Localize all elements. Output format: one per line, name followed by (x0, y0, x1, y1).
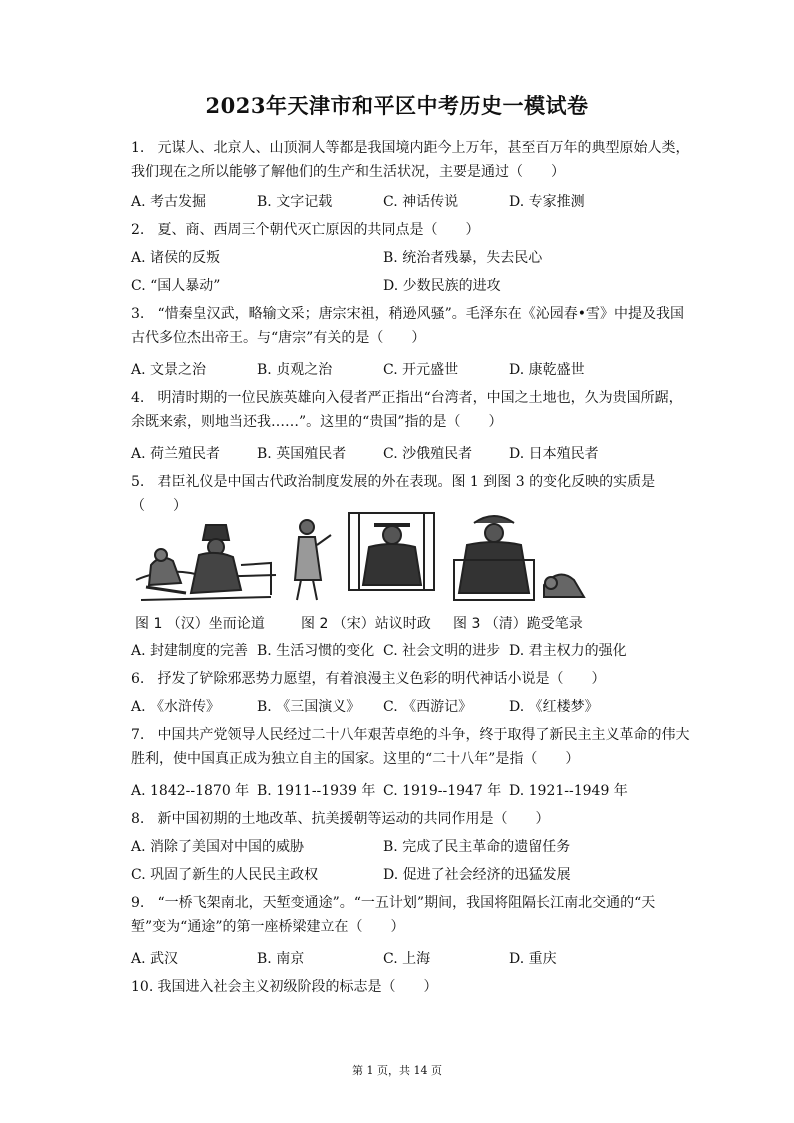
option-c[interactable]: C. 神话传说 (383, 194, 459, 210)
option-c[interactable]: C. 沙俄殖民者 (383, 446, 473, 462)
option-a[interactable]: A. 消除了美国对中国的威胁 (131, 839, 305, 855)
question-text: 君臣礼仪是中国古代政治制度发展的外在表现。图 1 到图 3 的变化反映的实质是（ ） (131, 474, 656, 514)
figure-3-illustration (449, 505, 589, 610)
question-number: 6. (131, 671, 145, 687)
question-text: 堑”变为“通途”的第一座桥梁建立在（ ） (131, 919, 405, 935)
option-c[interactable]: C. 开元盛世 (383, 362, 459, 378)
option-a[interactable]: A. 诸侯的反叛 (131, 250, 221, 266)
option-d[interactable]: D. 1921--1949 年 (509, 783, 628, 799)
options-1 (131, 190, 691, 214)
option-a[interactable]: A. 封建制度的完善 (131, 643, 249, 659)
option-b[interactable]: B. 文字记载 (257, 194, 333, 210)
question-10 (131, 975, 691, 999)
option-d[interactable]: D. 专家推测 (509, 194, 585, 210)
option-b[interactable]: B. 生活习惯的变化 (257, 643, 375, 659)
question-text: 我们现在之所以能够了解他们的生产和生活状况，主要是通过（ ） (131, 164, 565, 180)
question-text: 中国共产党领导人民经过二十八年艰苦卓绝的斗争，终于取得了新民主主义革命的伟大 (157, 727, 690, 743)
options-8a (131, 835, 691, 859)
question-text: “惜秦皇汉武，略输文采；唐宗宋祖，稍逊风骚”。毛泽东在《沁园春•雪》中提及我国 (157, 306, 685, 322)
option-d[interactable]: D. 促进了社会经济的迅猛发展 (383, 867, 571, 883)
options-6 (131, 695, 691, 719)
question-text: 明清时期的一位民族英雄向入侵者严正指出“台湾者，中国之土地也，久为贵国所踞， (157, 390, 683, 406)
question-number: 8. (131, 811, 145, 827)
options-8b (131, 863, 691, 887)
options-2b (131, 274, 691, 298)
option-b[interactable]: B. 南京 (257, 951, 305, 967)
option-c[interactable]: C. 上海 (383, 951, 431, 967)
option-c[interactable]: C. 《西游记》 (383, 699, 473, 715)
figure-1-illustration (131, 505, 281, 610)
options-3 (131, 358, 691, 382)
option-d[interactable]: D. 少数民族的进攻 (383, 278, 501, 294)
option-c[interactable]: C. 1919--1947 年 (383, 783, 502, 799)
option-b[interactable]: B. 完成了民主革命的遗留任务 (383, 839, 571, 855)
option-a[interactable]: A. 武汉 (131, 951, 179, 967)
option-d[interactable]: D. 日本殖民者 (509, 446, 599, 462)
question-text: 古代多位杰出帝王。与“唐宗”有关的是（ ） (131, 330, 426, 346)
question-number: 9. (131, 895, 145, 911)
option-b[interactable]: B. 1911--1939 年 (257, 783, 376, 799)
option-c[interactable]: C. “国人暴动” (131, 278, 221, 294)
option-b[interactable]: B. 《三国演义》 (257, 699, 361, 715)
options-7 (131, 779, 691, 803)
question-text: 抒发了铲除邪恶势力愿望，有着浪漫主义色彩的明代神话小说是（ ） (157, 671, 606, 687)
option-a[interactable]: A. 《水浒传》 (131, 699, 221, 715)
question-9 (131, 891, 691, 939)
question-3 (131, 302, 691, 350)
page-title: 2023年天津市和平区中考历史一模试卷 (205, 93, 589, 118)
option-c[interactable]: C. 巩固了新生的人民民主政权 (131, 867, 319, 883)
question-text: 元谋人、北京人、山顶洞人等都是我国境内距今上万年，甚至百万年的典型原始人类， (157, 140, 690, 156)
figure-3-caption: 图 3 （清）跪受笔录 (453, 616, 583, 632)
question-number: 1. (131, 140, 145, 156)
question-8 (131, 807, 691, 831)
question-text: 夏、商、西周三个朝代灭亡原因的共同点是（ ） (157, 222, 480, 238)
page-footer: 第 1 页，共 14 页 (352, 1064, 442, 1077)
figure-1-caption: 图 1 （汉）坐而论道 (135, 616, 265, 632)
option-b[interactable]: B. 英国殖民者 (257, 446, 347, 462)
question-text: 我国进入社会主义初级阶段的标志是（ ） (157, 979, 438, 995)
question-number: 2. (131, 222, 145, 238)
option-a[interactable]: A. 荷兰殖民者 (131, 446, 221, 462)
option-d[interactable]: D. 《红楼梦》 (509, 699, 599, 715)
options-9 (131, 947, 691, 971)
ritual-figures (131, 505, 591, 633)
question-text: “一桥飞架南北，天堑变通途”。“一五计划”期间，我国将阻隔长江南北交通的“天 (157, 895, 656, 911)
option-b[interactable]: B. 贞观之治 (257, 362, 333, 378)
option-a[interactable]: A. 考古发掘 (131, 194, 207, 210)
options-4 (131, 442, 691, 466)
question-number: 4. (131, 390, 145, 406)
options-2a (131, 246, 691, 270)
question-6 (131, 667, 691, 691)
question-number: 10. (131, 979, 154, 995)
options-5 (131, 639, 691, 663)
question-2 (131, 218, 691, 242)
question-4 (131, 386, 691, 434)
option-d[interactable]: D. 君主权力的强化 (509, 643, 627, 659)
question-7 (131, 723, 691, 771)
question-text: 余既来索，则地当还我……”。这里的“贵国”指的是（ ） (131, 414, 503, 430)
question-text: 胜利，使中国真正成为独立自主的国家。这里的“二十八年”是指（ ） (131, 751, 580, 767)
question-number: 7. (131, 727, 145, 743)
question-1 (131, 136, 691, 184)
question-number: 5. (131, 474, 145, 490)
question-text: 新中国初期的土地改革、抗美援朝等运动的共同作用是（ ） (157, 811, 550, 827)
figure-2-illustration (289, 505, 439, 610)
question-number: 3. (131, 306, 145, 322)
option-a[interactable]: A. 1842--1870 年 (131, 783, 250, 799)
option-b[interactable]: B. 统治者残暴，失去民心 (383, 250, 543, 266)
figure-2-caption: 图 2 （宋）站议时政 (301, 616, 431, 632)
option-a[interactable]: A. 文景之治 (131, 362, 207, 378)
option-c[interactable]: C. 社会文明的进步 (383, 643, 501, 659)
option-d[interactable]: D. 重庆 (509, 951, 557, 967)
option-d[interactable]: D. 康乾盛世 (509, 362, 585, 378)
